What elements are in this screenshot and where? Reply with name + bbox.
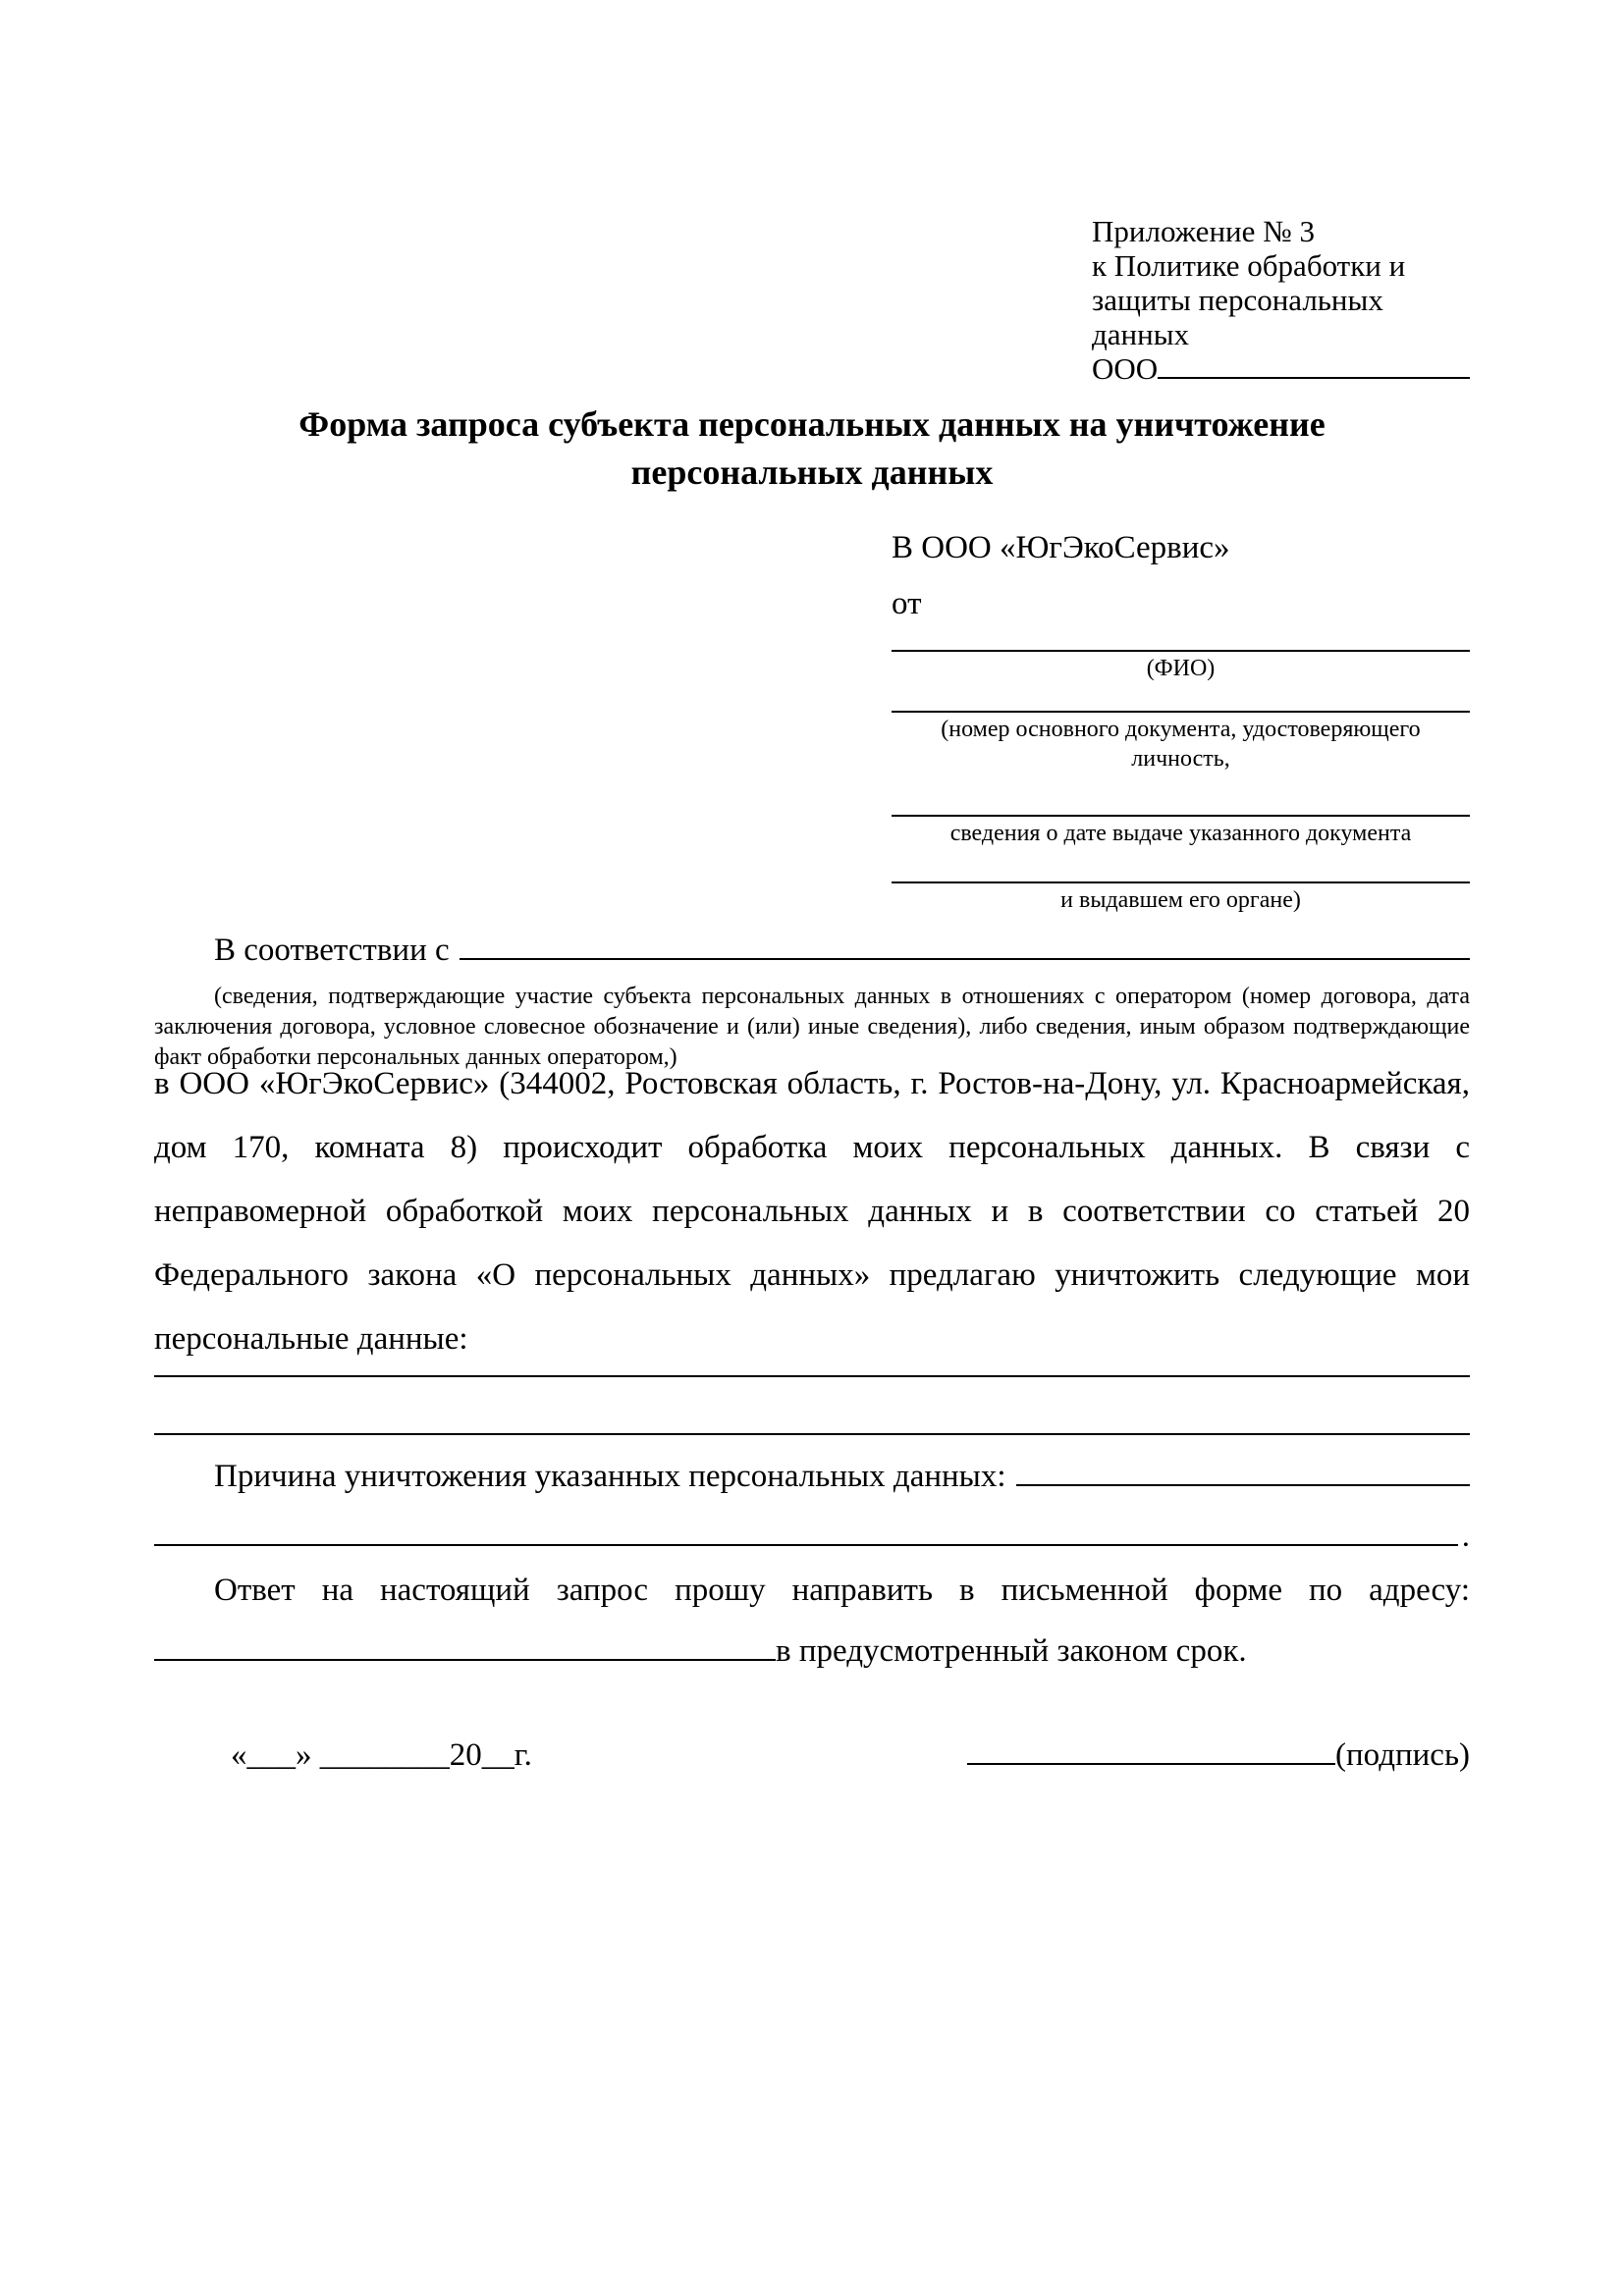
signature-fill-in-line[interactable]	[967, 1763, 1335, 1765]
addressee-to: В ООО «ЮгЭкоСервис»	[892, 530, 1230, 565]
appendix-line: защиты персональных данных	[1092, 283, 1383, 351]
address-fill-in-line[interactable]	[154, 1659, 776, 1661]
reason-continuation-row	[154, 1517, 1470, 1557]
sentence-period: .	[1461, 1519, 1470, 1554]
fio-caption: (ФИО)	[1146, 656, 1216, 681]
response-tail: в предусмотренный законом срок.	[776, 1633, 1247, 1669]
company-prefix: ООО	[1092, 351, 1159, 386]
according-row	[154, 931, 1470, 971]
main-paragraph: в ООО «ЮгЭкоСервис» (344002, Ростовская область, г. Ростов-на-Дону, ул. Красноармейская, дом 170, комната 8) происходит обработка моих персональных данных. В связи с неправомерной обработкой моих персональных данных и в соответствии со статьей 20 Федерального закона «О персональных данных» предлагаю уничтожить следующие мои персональные данные:	[154, 1066, 1470, 1357]
addressee-block	[892, 528, 1470, 915]
signature-caption: (подпись)	[1335, 1737, 1470, 1773]
page-title	[154, 400, 1470, 497]
issuing-authority-caption: и выдавшем его органе)	[1060, 887, 1301, 913]
according-note: (сведения, подтверждающие участие субъекта персональных данных в отношениях с оператором (номер договора, дата заключения договора, условное словесное обозначение и (или) иные сведения), либо сведения, иным образом подтверждающие факт обработки персональных данных оператором,)	[154, 984, 1470, 1070]
personal-data-fill-in-line-1[interactable]	[154, 1375, 1470, 1377]
appendix-reference	[1092, 214, 1470, 386]
according-fill-in-line[interactable]	[460, 958, 1470, 960]
appendix-line: Приложение № 3	[1092, 214, 1315, 248]
footer-row	[154, 1735, 1470, 1776]
signature-group	[967, 1735, 1470, 1776]
company-name-row	[1092, 351, 1470, 386]
issue-date-caption: сведения о дате выдаче указанного документа	[949, 821, 1412, 846]
page-title-line: Форма запроса субъекта персональных данных на уничтожение	[298, 404, 1326, 444]
company-name-fill-in-line[interactable]	[1158, 377, 1470, 379]
response-sentence: Ответ на настоящий запрос прошу направить в письменной форме по адресу:	[214, 1573, 1470, 1608]
date-fill-in[interactable]: «___» ________20__г.	[231, 1737, 532, 1773]
reason-label: Причина уничтожения указанных персональных данных:	[214, 1459, 1006, 1494]
addressee-from-label: от	[892, 586, 922, 621]
reason-row	[154, 1457, 1470, 1497]
reason-fill-in-line[interactable]	[1016, 1484, 1470, 1486]
reason-continuation-fill-in-line[interactable]	[154, 1544, 1458, 1546]
page-title-line: персональных данных	[630, 453, 994, 492]
document-number-caption: (номер основного документа, удостоверяющего личность,	[941, 717, 1421, 772]
according-label: В соответствии с	[214, 933, 450, 968]
response-address-row	[154, 1631, 1470, 1672]
appendix-line: к Политике обработки и	[1092, 248, 1406, 283]
personal-data-fill-in-line-2[interactable]	[154, 1433, 1470, 1435]
